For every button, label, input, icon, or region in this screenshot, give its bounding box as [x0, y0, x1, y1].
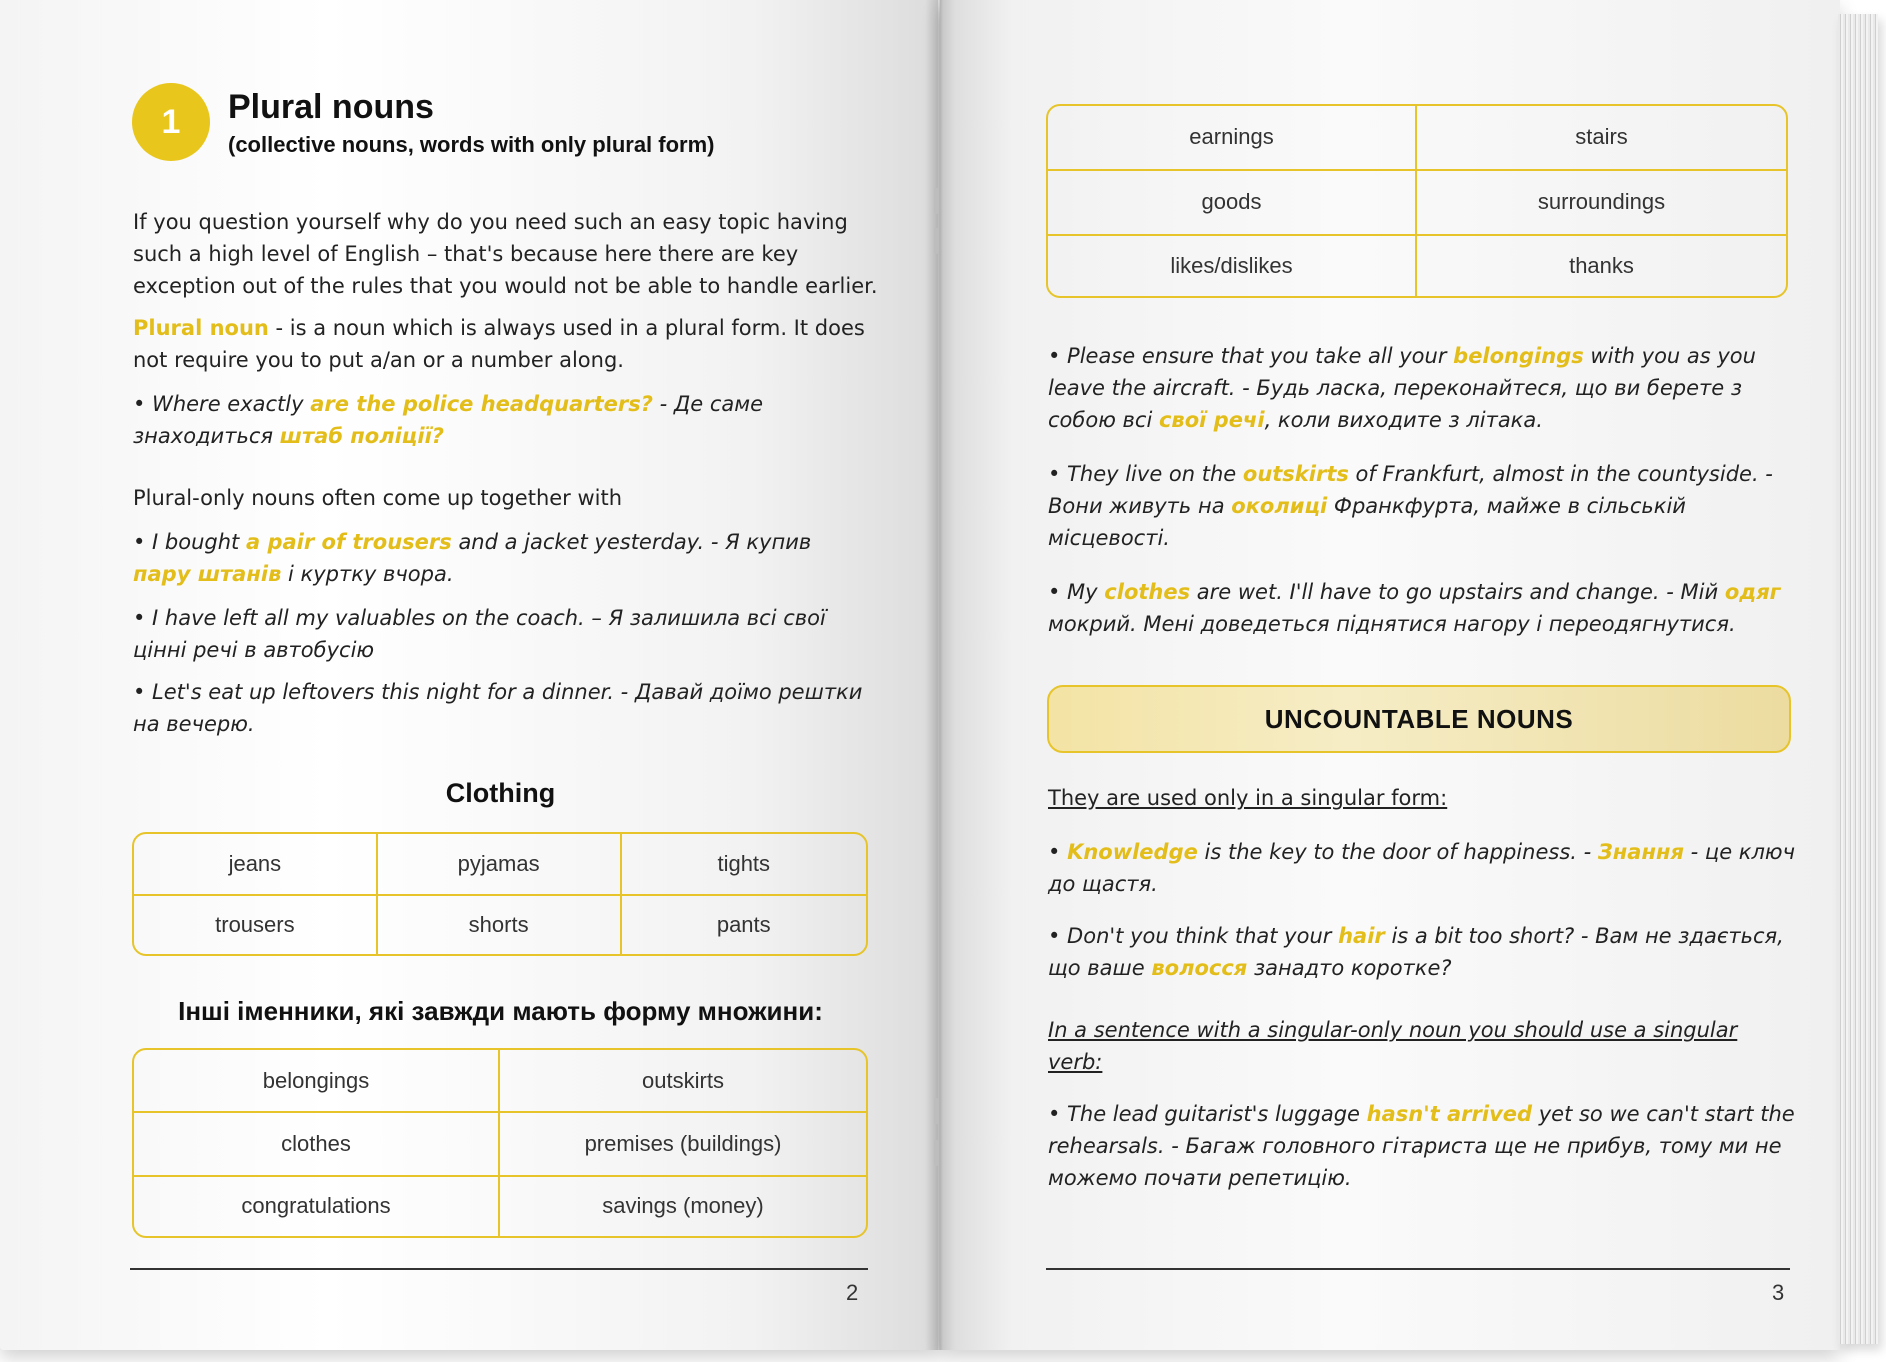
highlight-span: hair [1338, 924, 1385, 948]
table-cell: thanks [1569, 252, 1634, 278]
intro-paragraph: If you question yourself why do you need such an easy topic having such a high level of English – that's because here there are key exception out of the rules that you would not be able to handle earlier. [133, 210, 878, 298]
text-span: і куртку вчора. [281, 562, 454, 586]
footer-rule [1046, 1268, 1790, 1270]
text-span: - Де саме знаходиться [133, 392, 764, 448]
example-1 [133, 388, 853, 452]
highlight-span: свої речі [1158, 408, 1265, 432]
table-cell: premises (buildings) [500, 1113, 866, 1176]
section-number-badge: 1 [132, 83, 210, 161]
other-nouns-heading: Інші іменники, які завжди мають форму множини: [178, 996, 823, 1026]
highlight-span: hasn't arrived [1366, 1102, 1533, 1126]
definition-paragraph [133, 312, 893, 376]
text-span: and a jacket yesterday. - Я купив [451, 530, 812, 554]
table-row [134, 1113, 866, 1176]
book-spine [925, 0, 955, 1350]
together-line: Plural-only nouns often come up together with [133, 486, 623, 510]
singular-form-line: They are used only in a singular form: [1048, 786, 1448, 810]
uncountable-nouns-banner: UNCOUNTABLE NOUNS [1047, 685, 1791, 753]
clothing-table [132, 832, 868, 956]
text-span: • Where exactly [133, 392, 311, 416]
table-cell: jeans [134, 834, 378, 896]
highlight-span: волосся [1151, 956, 1248, 980]
page-number-right: 3 [1772, 1280, 1785, 1305]
table-row [134, 834, 866, 896]
highlight-span: штаб поліції? [279, 424, 444, 448]
table-row [1048, 236, 1786, 296]
table-row [1048, 171, 1786, 236]
table-cell: surroundings [1417, 171, 1786, 236]
right-example-3 [1048, 576, 1808, 640]
text-span: are wet. I'll have to go upstairs and change. - Мій [1190, 580, 1725, 604]
definition-term: Plural noun [133, 316, 269, 340]
text-span: мокрий. Мені доведеться піднятися нагору і переодягнутися. [1048, 612, 1736, 636]
text-span: of Frankfurt, almost in the countyside. - Вони живуть на [1048, 462, 1773, 518]
example-3: • I have left all my valuables on the coach. – Я залишила всі свої цінні речі в автобусію [133, 606, 826, 662]
top-nouns-table [1046, 104, 1788, 298]
highlight-span: околиці [1231, 494, 1328, 518]
text-span: with you as you leave the aircraft. - Будь ласка, переконайтеся, що ви берете з собою всі [1048, 344, 1756, 432]
text-span: • My [1048, 580, 1105, 604]
table-row [1048, 106, 1786, 171]
clothing-heading: Clothing [445, 778, 556, 808]
text-span: • The lead guitarist's luggage [1048, 1102, 1367, 1126]
right-example-6 [1048, 1098, 1798, 1194]
highlight-span: clothes [1104, 580, 1191, 604]
highlight-span: outskirts [1242, 462, 1349, 486]
table-cell: goods [1048, 171, 1417, 236]
table-row [134, 1050, 866, 1113]
page-edges [1838, 14, 1878, 1344]
highlight-span: пару штанів [133, 562, 282, 586]
staple [934, 1098, 939, 1124]
page-title: Plural nouns [228, 88, 434, 126]
text-span: занадто коротке? [1247, 956, 1452, 980]
table-cell: belongings [134, 1050, 500, 1113]
staple [934, 1140, 939, 1166]
highlight-span: одяг [1724, 580, 1781, 604]
singular-verb-rule: In a sentence with a singular-only noun you should use a singular verb: [1048, 1018, 1738, 1074]
text-span: • They live on the [1048, 462, 1243, 486]
example-4: • Let's eat up leftovers this night for a dinner. - Давай доїмо рештки на вечерю. [133, 680, 863, 736]
table-cell: outskirts [500, 1050, 866, 1113]
table-cell: pyjamas [378, 834, 622, 896]
table-cell: clothes [134, 1113, 500, 1176]
right-example-5 [1048, 920, 1798, 984]
text-span: Франкфурта, майже в сільській місцевості. [1048, 494, 1686, 550]
table-cell: tights [622, 834, 867, 896]
example-2 [133, 526, 853, 590]
table-cell: stairs [1417, 106, 1786, 171]
highlight-span: a pair of trousers [245, 530, 452, 554]
text-span: yet so we can't start the rehearsals. - Багаж головного гітариста ще не прибув, тому ми не можемо почати репетицію. [1048, 1102, 1795, 1190]
right-example-2 [1048, 458, 1798, 554]
page-subtitle: (collective nouns, words with only plural form) [228, 132, 715, 157]
highlight-span: are the police headquarters? [310, 392, 653, 416]
table-cell: trousers [134, 896, 378, 954]
text-span: is a bit too short? - Вам не здається, що ваше [1048, 924, 1784, 980]
footer-rule [130, 1268, 868, 1270]
table-cell: pants [716, 912, 771, 938]
text-span: , коли виходите з літака. [1264, 408, 1543, 432]
text-span: - це ключ до щастя. [1048, 840, 1795, 896]
highlight-span: Знання [1597, 840, 1684, 864]
definition-text: - is a noun which is always used in a plural form. It does not require you to put a/an or a number along. [133, 316, 865, 372]
highlight-span: Knowledge [1067, 840, 1198, 864]
other-nouns-table [132, 1048, 868, 1238]
text-span: • Please ensure that you take all your [1048, 344, 1454, 368]
table-cell: earnings [1048, 106, 1417, 171]
staple [934, 188, 939, 214]
text-span: • Don't you think that your [1048, 924, 1339, 948]
right-example-1 [1048, 340, 1798, 436]
table-row [134, 896, 866, 954]
table-cell: congratulations [134, 1177, 500, 1236]
text-span: • [1048, 840, 1068, 864]
staple [934, 228, 939, 254]
table-cell: likes/dislikes [1048, 236, 1417, 296]
table-row [134, 1177, 866, 1236]
text-span: is the key to the door of happiness. - [1197, 840, 1598, 864]
highlight-span: belongings [1453, 344, 1584, 368]
text-span: • I bought [133, 530, 246, 554]
right-example-4 [1048, 836, 1798, 900]
page-number-left: 2 [846, 1280, 859, 1305]
table-cell: savings (money) [602, 1193, 764, 1219]
table-cell: shorts [378, 896, 622, 954]
